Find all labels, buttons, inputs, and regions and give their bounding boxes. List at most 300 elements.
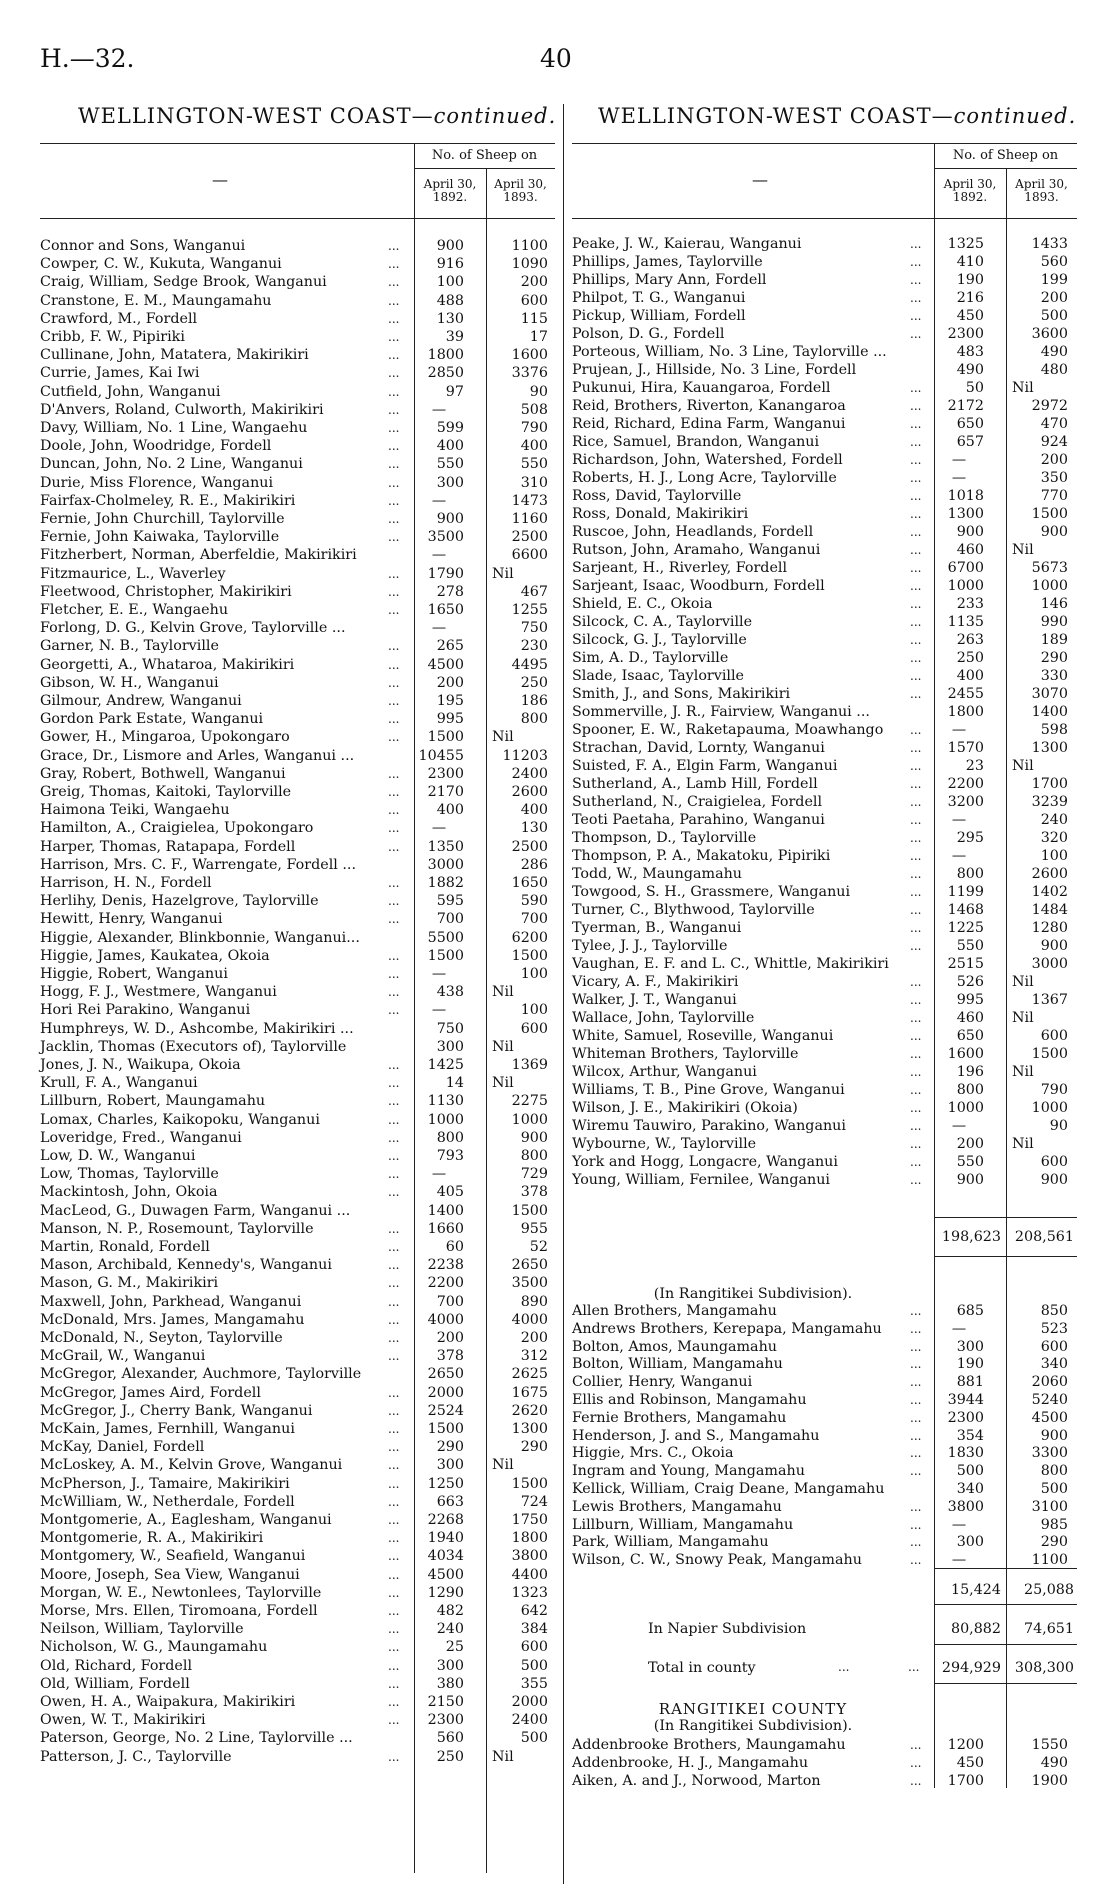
- entry-name: Vicary, A. F., Makirikiri: [572, 974, 739, 990]
- entry-1892-value: 295: [956, 830, 984, 846]
- entry-name: Duncan, John, No. 2 Line, Wanganui: [40, 456, 303, 473]
- table-row: [572, 902, 1077, 918]
- leader-dots: ...: [388, 1585, 400, 1600]
- entry-1893-value: 6600: [511, 547, 548, 564]
- entry-1893-value: 2400: [511, 765, 548, 782]
- leader-dots: ...: [910, 1137, 922, 1151]
- entry-name: Patterson, J. C., Taylorville: [40, 1748, 232, 1765]
- entry-1893-value: 290: [1040, 1534, 1068, 1551]
- entry-1893-value: Nil: [492, 729, 514, 746]
- table-row: [572, 1773, 1077, 1789]
- entry-name: Thompson, D., Taylorville: [572, 830, 757, 846]
- leader-dots: ...: [910, 723, 922, 737]
- entry-1893-value: 100: [1040, 848, 1068, 864]
- leader-dots: ...: [910, 921, 922, 935]
- leader-dots: ...: [388, 1276, 400, 1291]
- table-row: [40, 1457, 555, 1473]
- table-row: [572, 1028, 1077, 1044]
- table-row: [40, 1239, 555, 1255]
- entry-name: Sutherland, A., Lamb Hill, Fordell: [572, 776, 818, 792]
- entry-name: Sutherland, N., Craigielea, Fordell: [572, 794, 823, 810]
- total1-v2: 208,561: [1014, 1229, 1074, 1245]
- entry-1892-value: 2200: [947, 776, 984, 792]
- entry-name: Peake, J. W., Kaierau, Wanganui: [572, 236, 802, 252]
- leader-dots: ...: [388, 257, 400, 272]
- entry-name: Nicholson, W. G., Maungamahu: [40, 1639, 268, 1656]
- leader-dots: ...: [388, 1476, 400, 1491]
- entry-1892-value: 3800: [947, 1498, 984, 1515]
- entry-1892-value: 1830: [947, 1445, 984, 1462]
- entry-name: Aiken, A. and J., Norwood, Marton: [572, 1772, 821, 1789]
- entry-1893-value: 400: [520, 802, 548, 819]
- table-row: [572, 830, 1077, 846]
- entry-name: Hori Rei Parakino, Wanganui: [40, 1002, 251, 1019]
- entry-name: Sarjeant, Isaac, Woodburn, Fordell: [572, 578, 825, 594]
- entry-1892-value: 4034: [427, 1548, 464, 1565]
- entry-1892-value: —: [431, 620, 447, 637]
- entry-1893-value: 250: [520, 674, 548, 691]
- table-row: [572, 974, 1077, 990]
- entry-1893-value: 52: [529, 1239, 548, 1255]
- table-row: [40, 1530, 555, 1546]
- leader-dots: ...: [388, 803, 400, 818]
- table-row: [40, 438, 555, 454]
- entry-1892-value: 1325: [947, 236, 984, 252]
- table-row: [572, 1064, 1077, 1080]
- entry-name: Sarjeant, H., Riverley, Fordell: [572, 560, 788, 576]
- entry-1893-value: 700: [520, 911, 548, 928]
- napier-rule: [934, 1644, 1077, 1645]
- leader-dots: ...: [910, 453, 922, 467]
- leader-dots: ...: [910, 687, 922, 701]
- entry-name: McLoskey, A. M., Kelvin Grove, Wanganui: [40, 1457, 343, 1474]
- entry-1892-value: 3200: [947, 794, 984, 810]
- leader-dots: ...: [910, 939, 922, 953]
- entry-1892-value: 3000: [427, 856, 464, 873]
- entry-name: Fleetwood, Christopher, Makirikiri: [40, 583, 292, 600]
- leader-dots: ...: [910, 1173, 922, 1187]
- entry-1892-value: 340: [956, 1481, 984, 1497]
- entry-1892-value: —: [951, 722, 967, 738]
- entry-1892-value: 300: [436, 1038, 464, 1055]
- entry-1893-value: 1500: [1031, 1046, 1068, 1062]
- entry-1892-value: —: [951, 1552, 967, 1569]
- entry-name: Montgomerie, R. A., Makirikiri: [40, 1530, 264, 1547]
- entry-1893-value: 400: [520, 438, 548, 455]
- entry-1892-value: 250: [956, 650, 984, 666]
- entry-1892-value: 263: [956, 632, 984, 648]
- leader-dots: ...: [388, 876, 400, 890]
- entry-name: Bolton, Amos, Maungamahu: [572, 1338, 778, 1355]
- entry-1892-value: 900: [956, 524, 984, 540]
- entry-1893-value: 340: [1040, 1356, 1068, 1373]
- leader-dots: ...: [910, 579, 922, 593]
- entry-1892-value: 1650: [427, 602, 464, 618]
- entry-1892-value: 1570: [947, 740, 984, 756]
- leader-dots: ...: [910, 525, 922, 539]
- leader-dots: ...: [910, 1029, 922, 1043]
- entry-1893-value: 186: [520, 693, 548, 709]
- entry-1892-value: —: [431, 1002, 447, 1019]
- table-row: [40, 420, 555, 436]
- entry-name: Slade, Isaac, Taylorville: [572, 668, 745, 684]
- rsub-total-v2: 25,088: [1023, 1582, 1074, 1598]
- table-row: [572, 1339, 1077, 1355]
- table-row: [40, 1730, 555, 1746]
- entry-name: Walker, J. T., Wanganui: [572, 992, 737, 1008]
- entry-name: Pickup, William, Fordell: [572, 308, 746, 324]
- table-row: [40, 693, 555, 709]
- entry-1893-value: 1000: [1031, 1100, 1068, 1116]
- table-row: [572, 956, 1077, 972]
- table-row: [572, 1481, 1077, 1497]
- table-row: [40, 456, 555, 472]
- entry-1892-value: 190: [956, 1356, 984, 1373]
- leader-dots: ...: [910, 795, 922, 809]
- entry-name: Old, William, Fordell: [40, 1675, 190, 1692]
- leader-dots: ...: [910, 489, 922, 503]
- entry-1892-value: 560: [436, 1730, 464, 1747]
- table-row: [40, 529, 555, 545]
- entry-1893-value: 1433: [1031, 236, 1068, 252]
- entry-1893-value: 2500: [511, 838, 548, 855]
- table-row: [40, 748, 555, 764]
- entry-name: Cullinane, John, Matatera, Makirikiri: [40, 347, 309, 364]
- entry-1892-value: 200: [436, 674, 464, 691]
- entry-name: Higgie, James, Kaukatea, Okoia: [40, 947, 270, 964]
- leader-dots: ...: [388, 311, 400, 326]
- entry-1893-value: 1402: [1031, 884, 1068, 900]
- entry-1892-value: 1600: [947, 1046, 984, 1062]
- table-row: [572, 668, 1077, 684]
- table-row: [40, 293, 555, 309]
- table-row: [40, 766, 555, 782]
- table-row: [40, 1130, 555, 1146]
- table-row: [40, 948, 555, 964]
- table-row: [572, 1046, 1077, 1062]
- entry-name: Morse, Mrs. Ellen, Tiromoana, Fordell: [40, 1603, 318, 1619]
- leader-dots: ...: [388, 475, 400, 490]
- entry-name: Martin, Ronald, Fordell: [40, 1239, 210, 1255]
- entry-1892-value: 1199: [947, 884, 984, 900]
- entry-name: Addenbrooke, H. J., Mangamahu: [572, 1754, 809, 1771]
- entry-1893-value: 230: [520, 638, 548, 655]
- entry-1893-value: 100: [520, 966, 548, 982]
- table-row: [40, 384, 555, 400]
- table-row: [40, 493, 555, 509]
- entry-1893-value: 1700: [1031, 776, 1068, 792]
- entry-name: Reid, Richard, Edina Farm, Wanganui: [572, 416, 846, 432]
- entry-1893-value: 800: [520, 1148, 548, 1164]
- entry-1892-value: 240: [436, 1621, 464, 1638]
- right-col2-header: April 30, 1893.: [1015, 177, 1068, 204]
- entry-name: Gower, H., Mingaroa, Upokongaro: [40, 729, 290, 746]
- entry-name: Currie, James, Kai Iwi: [40, 365, 200, 382]
- entry-name: McKay, Daniel, Fordell: [40, 1439, 205, 1456]
- entry-1893-value: 290: [1040, 650, 1068, 666]
- entry-name: Higgie, Robert, Wanganui: [40, 966, 228, 982]
- table-row: [40, 1057, 555, 1073]
- entry-1893-value: 1000: [511, 1111, 548, 1128]
- leader-dots: ...: [388, 366, 400, 381]
- entry-1892-value: 900: [436, 238, 464, 254]
- entry-1893-value: 312: [520, 1348, 548, 1365]
- center-divider: [563, 104, 564, 1884]
- napier-v1: 80,882: [950, 1621, 1001, 1637]
- entry-1893-value: 1255: [511, 602, 548, 618]
- leader-dots: ...: [388, 1604, 400, 1618]
- entry-1892-value: 1130: [427, 1093, 464, 1110]
- entry-1893-value: 523: [1040, 1320, 1068, 1337]
- table-row: [40, 1312, 555, 1328]
- entry-1892-value: 2000: [427, 1384, 464, 1401]
- entry-1893-value: 240: [1040, 812, 1068, 828]
- entry-1892-value: 450: [956, 308, 984, 324]
- table-row: [572, 236, 1077, 252]
- entry-1893-value: 2600: [511, 784, 548, 800]
- entry-1893-value: 1650: [511, 875, 548, 891]
- table-row: [572, 1410, 1077, 1426]
- entry-name: Maxwell, John, Parkhead, Wanganui: [40, 1293, 302, 1310]
- entry-1892-value: 685: [956, 1303, 984, 1319]
- leader-dots: ...: [910, 291, 922, 305]
- entry-1893-value: 1100: [511, 238, 548, 254]
- table-row: [40, 566, 555, 582]
- entry-1893-value: 800: [520, 711, 548, 728]
- left-sheep-header: No. of Sheep on: [431, 148, 538, 163]
- table-row: [572, 398, 1077, 414]
- table-row: [572, 632, 1077, 648]
- entry-name: Sommerville, J. R., Fairview, Wanganui ...: [572, 704, 870, 720]
- leader-dots: ...: [388, 694, 400, 708]
- entry-1893-value: Nil: [492, 984, 514, 1001]
- table-row: [572, 272, 1077, 288]
- leader-dots: ...: [388, 348, 400, 363]
- entry-name: Whiteman Brothers, Taylorville: [572, 1046, 799, 1062]
- entry-1892-value: 663: [436, 1493, 464, 1510]
- entry-1892-value: 405: [436, 1184, 464, 1201]
- rsub-total-v1: 15,424: [950, 1582, 1001, 1598]
- entry-1892-value: 6700: [947, 560, 984, 576]
- table-row: [572, 848, 1077, 864]
- entry-name: Morgan, W. E., Newtonlees, Taylorville: [40, 1584, 322, 1601]
- entry-1893-value: 750: [520, 620, 548, 637]
- table-row: [40, 984, 555, 1000]
- leader-dots: ...: [910, 1499, 922, 1514]
- entry-name: Ingram and Young, Mangamahu: [572, 1463, 805, 1480]
- entry-1893-value: 590: [520, 893, 548, 910]
- leader-dots: ...: [388, 603, 400, 617]
- right-sheep-header: No. of Sheep on: [952, 148, 1059, 163]
- table-row: [40, 839, 555, 855]
- leader-dots: ...: [910, 1119, 922, 1133]
- table-row: [40, 402, 555, 418]
- table-row: [572, 416, 1077, 432]
- leader-dots: ...: [910, 1446, 922, 1461]
- entry-1892-value: 4500: [427, 656, 464, 673]
- entry-1893-value: Nil: [1012, 758, 1034, 774]
- entry-1893-value: Nil: [492, 1457, 514, 1474]
- entry-1893-value: 330: [1040, 668, 1068, 684]
- entry-name: Garner, N. B., Taylorville: [40, 638, 219, 655]
- entry-1892-value: 4000: [427, 1311, 464, 1328]
- entry-1892-value: 250: [436, 1748, 464, 1765]
- entry-1893-value: 1300: [1031, 740, 1068, 756]
- table-row: [40, 784, 555, 800]
- entry-name: Shield, E. C., Okoia: [572, 596, 713, 612]
- table-row: [40, 584, 555, 600]
- table-row: [572, 1392, 1077, 1408]
- table-row: [40, 1658, 555, 1674]
- entry-1893-value: 1675: [511, 1384, 548, 1401]
- county-total-label: Total in county: [648, 1660, 756, 1676]
- table-row: [40, 911, 555, 927]
- entry-name: Williams, T. B., Pine Grove, Wanganui: [572, 1082, 845, 1098]
- entry-1892-value: 800: [436, 1129, 464, 1146]
- leader-dots: ...: [910, 849, 922, 863]
- leader-dots: ...: [388, 1258, 400, 1273]
- leader-dots: ...: [910, 1321, 922, 1336]
- entry-1893-value: 4495: [511, 656, 548, 673]
- entry-name: Spooner, E. W., Raketapauma, Moawhango: [572, 722, 884, 738]
- table-row: [572, 1428, 1077, 1444]
- entry-name: Wilcox, Arthur, Wanganui: [572, 1064, 757, 1080]
- entry-1893-value: Nil: [1012, 974, 1034, 990]
- leader-dots: ...: [910, 975, 922, 989]
- leader-dots: ...: [388, 1567, 400, 1582]
- napier-label: In Napier Subdivision: [648, 1621, 807, 1637]
- entry-1892-value: 1400: [427, 1202, 464, 1219]
- table-row: [40, 1039, 555, 1055]
- entry-1893-value: 900: [1040, 524, 1068, 540]
- table-row: [40, 875, 555, 891]
- entry-1893-value: 985: [1040, 1516, 1068, 1533]
- table-row: [572, 380, 1077, 396]
- table-row: [40, 1512, 555, 1528]
- entry-1892-value: 550: [436, 456, 464, 473]
- leader-dots: ...: [910, 759, 922, 773]
- table-row: [40, 930, 555, 946]
- table-row: [572, 1136, 1077, 1152]
- table-row: [40, 1148, 555, 1164]
- table-row: [40, 1021, 555, 1037]
- entry-name: McWilliam, W., Netherdale, Fordell: [40, 1493, 295, 1510]
- table-row: [40, 711, 555, 727]
- entry-1892-value: —: [431, 492, 447, 509]
- entry-name: Mason, G. M., Makirikiri: [40, 1275, 219, 1292]
- total1-rule: [934, 1217, 1077, 1218]
- leader-dots: ...: [910, 1738, 922, 1752]
- entry-1892-value: 300: [436, 1657, 464, 1674]
- table-row: [572, 722, 1077, 738]
- entry-1893-value: 2060: [1031, 1374, 1068, 1391]
- entry-name: Jones, J. N., Waikupa, Okoia: [40, 1057, 241, 1073]
- entry-1893-value: 6200: [511, 929, 548, 946]
- leader-dots: ...: [388, 894, 400, 909]
- left-header-dash: —: [212, 170, 228, 189]
- entry-name: Durie, Miss Florence, Wanganui: [40, 474, 274, 491]
- table-row: [40, 1603, 555, 1619]
- left-col2-header: April 30, 1893.: [494, 177, 547, 204]
- entry-1892-value: 1135: [947, 614, 984, 630]
- entry-1893-value: 2600: [1031, 866, 1068, 882]
- entry-name: Manson, N. P., Rosemount, Taylorville: [40, 1220, 314, 1237]
- leader-dots: ...: [388, 1221, 400, 1236]
- entry-1892-value: —: [951, 470, 967, 486]
- entry-1893-value: 3800: [511, 1548, 548, 1565]
- entry-1892-value: 488: [436, 292, 464, 309]
- entry-name: Andrews Brothers, Kerepapa, Mangamahu: [572, 1320, 882, 1337]
- leader-dots: ...: [388, 1622, 400, 1637]
- leader-dots: ...: [388, 675, 400, 690]
- entry-1892-value: 1200: [947, 1737, 984, 1753]
- entry-1893-value: 1800: [511, 1530, 548, 1547]
- leader-dots: ...: [388, 530, 400, 545]
- county-total-v2: 308,300: [1014, 1660, 1074, 1676]
- entry-name: Gilmour, Andrew, Wanganui: [40, 693, 242, 709]
- leader-dots: ...: [388, 566, 400, 581]
- entry-name: Old, Richard, Fordell: [40, 1657, 193, 1674]
- table-row: [40, 675, 555, 691]
- entry-1892-value: 1250: [427, 1475, 464, 1492]
- table-row: [40, 311, 555, 327]
- leader-dots: ...: [910, 471, 922, 485]
- entry-1893-value: 2972: [1031, 398, 1068, 414]
- entry-name: Higgie, Alexander, Blinkbonnie, Wanganui...: [40, 929, 360, 946]
- leader-dots: ...: [910, 1304, 922, 1318]
- entry-name: Craig, William, Sedge Brook, Wanganui: [40, 274, 327, 291]
- entry-1893-value: 3376: [511, 365, 548, 382]
- entry-name: Bolton, William, Mangamahu: [572, 1356, 783, 1373]
- table-row: [572, 1172, 1077, 1188]
- entry-1893-value: 1473: [511, 492, 548, 509]
- leader-dots: ...: [388, 639, 400, 654]
- leader-dots: ...: [910, 417, 922, 431]
- table-row: [40, 657, 555, 673]
- table-row: [572, 362, 1077, 378]
- entry-1892-value: 1290: [427, 1584, 464, 1601]
- leader-dots: ...: [910, 1155, 922, 1169]
- entry-1893-value: 600: [1040, 1028, 1068, 1044]
- entry-1893-value: 2400: [511, 1712, 548, 1729]
- entry-name: Thompson, P. A., Makatoku, Pipiriki: [572, 848, 831, 864]
- entry-name: MacLeod, G., Duwagen Farm, Wanganui ...: [40, 1202, 351, 1219]
- table-row: [572, 992, 1077, 1008]
- table-row: [572, 740, 1077, 756]
- entry-1893-value: 1900: [1031, 1772, 1068, 1789]
- entry-1893-value: 384: [520, 1621, 548, 1638]
- entry-1893-value: 200: [520, 1330, 548, 1346]
- entry-name: Wilson, J. E., Makirikiri (Okoia): [572, 1100, 798, 1116]
- table-row: [572, 704, 1077, 720]
- entry-1893-value: 5673: [1031, 560, 1068, 576]
- table-row: [572, 596, 1077, 612]
- entry-1893-value: 1090: [511, 256, 548, 273]
- entry-1893-value: 790: [520, 420, 548, 436]
- leader-dots: ...: [388, 1167, 400, 1182]
- entry-1893-value: 2650: [511, 1257, 548, 1274]
- entry-1893-value: 350: [1040, 470, 1068, 486]
- entry-name: Smith, J., and Sons, Makirikiri: [572, 686, 791, 702]
- entry-1892-value: 39: [445, 329, 464, 345]
- leader-dots: ...: [910, 741, 922, 755]
- entry-1892-value: 900: [436, 511, 464, 527]
- entry-name: Montgomerie, A., Eaglesham, Wanganui: [40, 1512, 332, 1528]
- right-header-bottom-rule: [572, 218, 1077, 219]
- entry-1892-value: 196: [956, 1064, 984, 1080]
- rsub-total-rule: [934, 1568, 1077, 1569]
- entry-1893-value: 3600: [1031, 326, 1068, 342]
